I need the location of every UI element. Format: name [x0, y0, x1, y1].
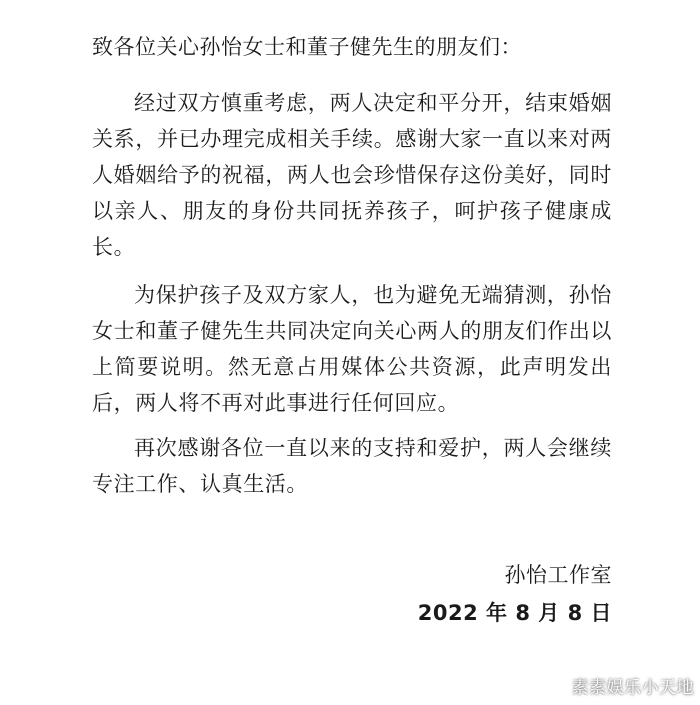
- salutation: 致各位关心孙怡女士和董子健先生的朋友们：: [92, 35, 522, 59]
- signature: 孙怡工作室: [504, 563, 612, 587]
- paragraph-3: 再次感谢各位一直以来的支持和爱护，两人会继续专注工作、认真生活。: [92, 436, 612, 496]
- paragraph-1: 经过双方慎重考虑，两人决定和平分开，结束婚姻关系，并已办理完成相关手续。感谢大家一直以来对两人婚姻给予的祝福，两人也会珍惜保存这份美好，同时以亲人、朋友的身份共同抚养孩子，呵护孩子健康成长。: [92, 91, 612, 259]
- watermark: 素素娱乐小天地: [571, 678, 694, 698]
- paragraph-2: 为保护孩子及双方家人，也为避免无端猜测，孙怡女士和董子健先生共同决定向关心两人的朋友们作出以上简要说明。然无意占用媒体公共资源，此声明发出后，两人将不再对此事进行任何回应。: [92, 283, 612, 415]
- date: 2022 年 8 月 8 日: [417, 601, 612, 625]
